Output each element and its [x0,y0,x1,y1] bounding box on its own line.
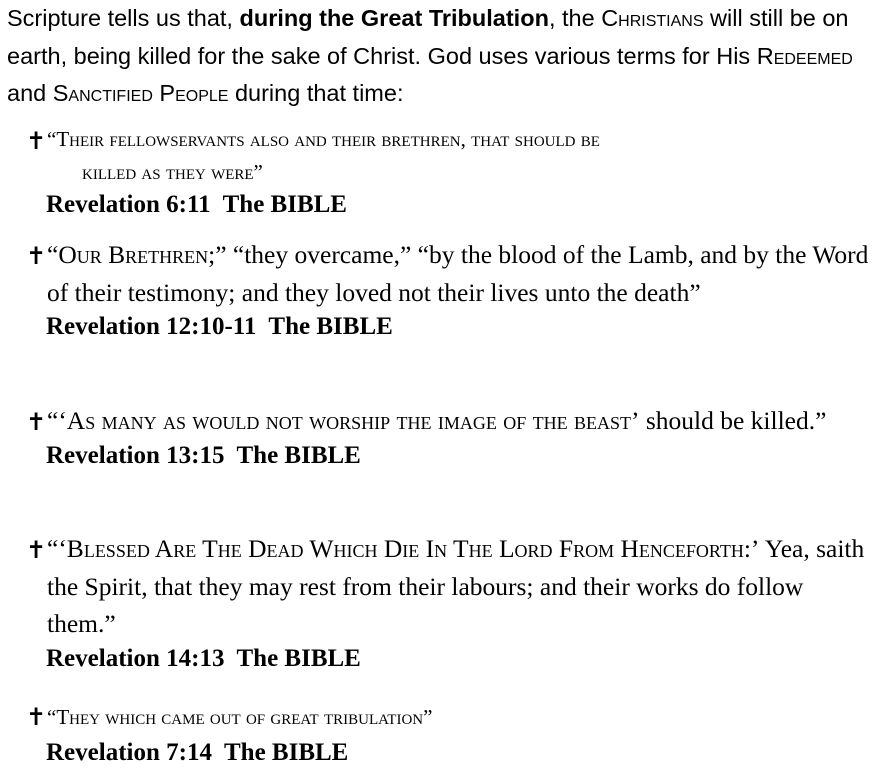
scripture-reference: Revelation 6:11 The BIBLE [46,191,347,218]
cross-icon: ✝ [26,703,47,731]
scripture-reference: Revelation 7:14 The BIBLE [46,738,349,766]
quote-text: “they overcame,” “by the blood of the Lamb, and by the Word of their testimony; and they loved not their lives unto the death” [47,240,869,307]
quote-smallcaps: “They which came out of great tribulation” [47,705,433,729]
cross-icon: ✝ [26,536,47,564]
scripture-item [26,402,871,472]
scripture-quote [47,697,871,737]
intro-text: during that time: [228,80,404,106]
cross-icon: ✝ [26,408,47,436]
intro-smallcaps: Christians [601,5,704,31]
scripture-reference: Revelation 12:10-11 The BIBLE [46,313,393,340]
intro-emphasis: during the Great Tribulation [239,5,549,31]
cross-icon: ✝ [26,242,47,270]
quote-smallcaps: “‘Blessed Are The Dead Which Die In The Lord From Henceforth:’ [47,534,760,563]
quote-line: killed as they were” [82,160,263,184]
scripture-quote [47,123,871,189]
scripture-quote [47,402,871,440]
intro-text: and [7,80,53,106]
intro-smallcaps: Sanctified People [52,80,229,106]
scripture-quote [47,530,871,643]
quote-line: “Their fellowservants also and their brethren, that should be [47,127,600,151]
scripture-reference: Revelation 13:15 The BIBLE [46,441,361,469]
scripture-reference: Revelation 14:13 The BIBLE [46,644,361,672]
scripture-item [26,530,871,675]
intro-text: will still be on earth, being killed for the sake of Christ. God uses various terms for His [7,5,849,69]
scripture-item [26,123,871,221]
cross-icon: ✝ [26,127,47,155]
intro-text: Scripture tells us that, [7,5,240,31]
quote-smallcaps: “‘As many as would not worship the image of the beast’ [47,406,640,435]
intro-text: , the [548,5,602,31]
scripture-item [26,697,871,769]
intro-smallcaps: Redeemed [756,42,853,69]
quote-smallcaps: “Our Brethren;” [47,240,227,269]
intro-paragraph [7,0,873,113]
quote-text: Yea, saith the Spirit, that they may rest from their labours; and their works do follow them.” [47,534,865,638]
quote-text: should be killed.” [639,406,827,435]
scripture-quote [47,236,871,311]
scripture-item [26,236,871,343]
